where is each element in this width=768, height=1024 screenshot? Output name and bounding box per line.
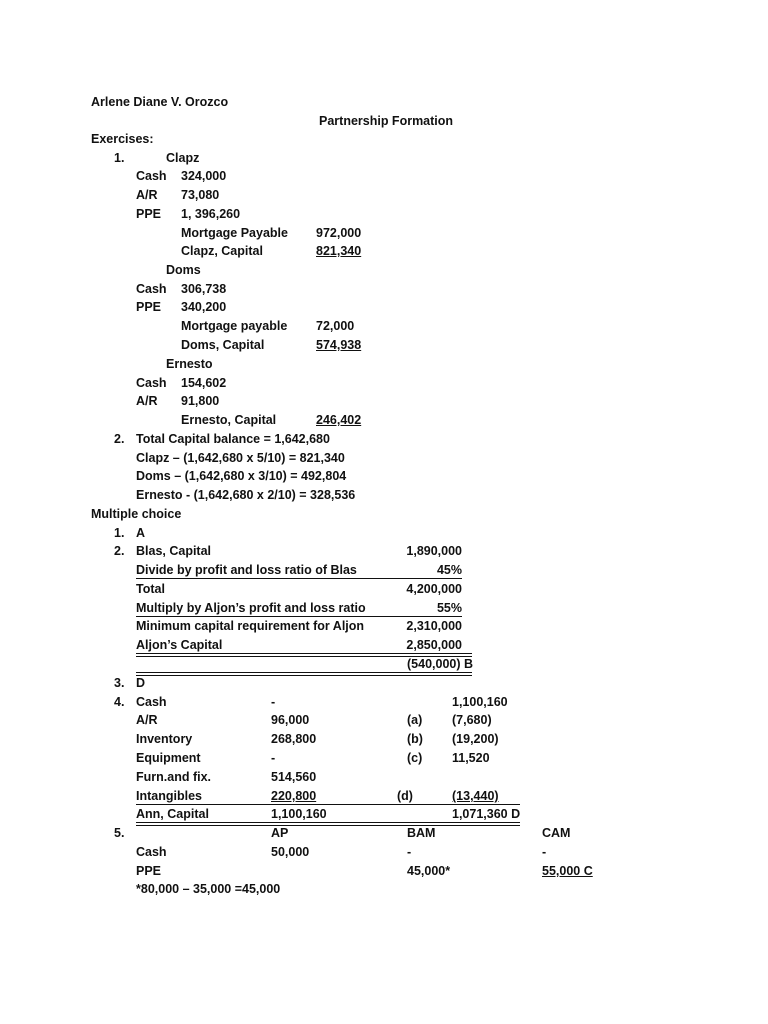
underline-rule	[136, 825, 520, 826]
underline-rule	[136, 616, 462, 617]
entry-label: A/R	[136, 394, 158, 408]
row-value: -	[407, 845, 412, 859]
row-label: PPE	[136, 864, 162, 878]
underline-rule	[136, 578, 462, 579]
item-number: 5.	[114, 826, 125, 840]
row-value: 4,200,000	[406, 582, 462, 596]
column-header: BAM	[407, 826, 436, 840]
row-value: 96,000	[271, 713, 310, 727]
underline-rule	[136, 672, 472, 673]
entry-label: Clapz, Capital	[181, 244, 263, 258]
row-ref: (c)	[407, 751, 423, 765]
row-label: Inventory	[136, 732, 193, 746]
row-adjustment: 1,100,160	[452, 695, 508, 709]
row-adjustment: (19,200)	[452, 732, 499, 746]
row-value: 268,800	[271, 732, 317, 746]
row-value: 55%	[436, 601, 462, 615]
row-ref: (d)	[397, 789, 413, 803]
row-value: 2,850,000	[406, 638, 462, 652]
entry-value: 306,738	[181, 282, 227, 296]
entry-value: 154,602	[181, 376, 227, 390]
partner-name-clapz: Clapz	[166, 151, 200, 165]
row-adjustment-total: 1,071,360 D	[452, 807, 521, 821]
row-label: Total	[136, 582, 165, 596]
calc-line: Total Capital balance = 1,642,680	[136, 432, 330, 446]
row-value: 55,000 C	[542, 864, 593, 878]
entry-value: 324,000	[181, 169, 227, 183]
row-value: -	[271, 751, 276, 765]
row-label: Aljon’s Capital	[136, 638, 223, 652]
row-label: Equipment	[136, 751, 201, 765]
entry-value-total: 574,938	[316, 338, 362, 352]
row-value: 50,000	[271, 845, 310, 859]
answer: D	[136, 676, 146, 690]
entry-value: 72,000	[316, 319, 355, 333]
row-label: Blas, Capital	[136, 544, 212, 558]
item-number: 1.	[114, 151, 125, 165]
row-label: Cash	[136, 695, 167, 709]
item-number: 2.	[114, 544, 125, 558]
mc-heading: Multiple choice	[91, 507, 182, 521]
calc-line: Doms – (1,642,680 x 3/10) = 492,804	[136, 469, 347, 483]
underline-rule	[136, 675, 472, 676]
partner-name-doms: Doms	[166, 263, 201, 277]
entry-value: 972,000	[316, 226, 362, 240]
column-header: CAM	[542, 826, 571, 840]
entry-label: A/R	[136, 188, 158, 202]
underline-rule	[136, 653, 472, 654]
row-adjustment: 11,520	[452, 751, 490, 765]
row-adjustment: (13,440)	[452, 789, 499, 803]
row-value: -	[271, 695, 276, 709]
entry-label: Cash	[136, 169, 167, 183]
row-value: 45,000*	[407, 864, 451, 878]
entry-label: Mortgage payable	[181, 319, 288, 333]
row-label: Intangibles	[136, 789, 202, 803]
entry-value: 1, 396,260	[181, 207, 241, 221]
row-label: Furn.and fix.	[136, 770, 211, 784]
row-adjustment: (7,680)	[452, 713, 492, 727]
row-value: 1,890,000	[406, 544, 462, 558]
row-value: -	[542, 845, 547, 859]
entry-label: Cash	[136, 282, 167, 296]
row-ref: (a)	[407, 713, 423, 727]
entry-label: Mortgage Payable	[181, 226, 288, 240]
underline-rule	[136, 804, 520, 805]
column-header: AP	[271, 826, 289, 840]
item-number: 3.	[114, 676, 125, 690]
entry-value: 73,080	[181, 188, 220, 202]
entry-label: Doms, Capital	[181, 338, 265, 352]
author-name: Arlene Diane V. Orozco	[91, 95, 229, 109]
item-number: 1.	[114, 526, 125, 540]
row-value: 220,800	[271, 789, 317, 803]
partner-name-ernesto: Ernesto	[166, 357, 213, 371]
footnote: *80,000 – 35,000 =45,000	[136, 882, 281, 896]
row-ref: (b)	[407, 732, 423, 746]
entry-value: 340,200	[181, 300, 227, 314]
item-number: 4.	[114, 695, 125, 709]
result-value: (540,000) B	[407, 657, 474, 671]
calc-line: Clapz – (1,642,680 x 5/10) = 821,340	[136, 451, 345, 465]
calc-line: Ernesto - (1,642,680 x 2/10) = 328,536	[136, 488, 356, 502]
row-label: Ann, Capital	[136, 807, 209, 821]
row-label: Cash	[136, 845, 167, 859]
row-label: A/R	[136, 713, 158, 727]
entry-value: 91,800	[181, 394, 220, 408]
underline-rule	[136, 822, 520, 823]
row-value: 514,560	[271, 770, 317, 784]
entry-label: PPE	[136, 207, 162, 221]
row-label: Minimum capital requirement for Aljon	[136, 619, 365, 633]
answer: A	[136, 526, 146, 540]
entry-value-total: 821,340	[316, 244, 362, 258]
entry-label: PPE	[136, 300, 162, 314]
row-label: Multiply by Aljon’s profit and loss ratio	[136, 601, 366, 615]
entry-label: Ernesto, Capital	[181, 413, 277, 427]
row-value: 45%	[436, 563, 462, 577]
row-value: 2,310,000	[406, 619, 462, 633]
row-label: Divide by profit and loss ratio of Blas	[136, 563, 357, 577]
entry-label: Cash	[136, 376, 167, 390]
item-number: 2.	[114, 432, 125, 446]
row-value: 1,100,160	[271, 807, 327, 821]
page-title: Partnership Formation	[319, 114, 454, 128]
entry-value-total: 246,402	[316, 413, 362, 427]
exercises-heading: Exercises:	[91, 132, 154, 146]
